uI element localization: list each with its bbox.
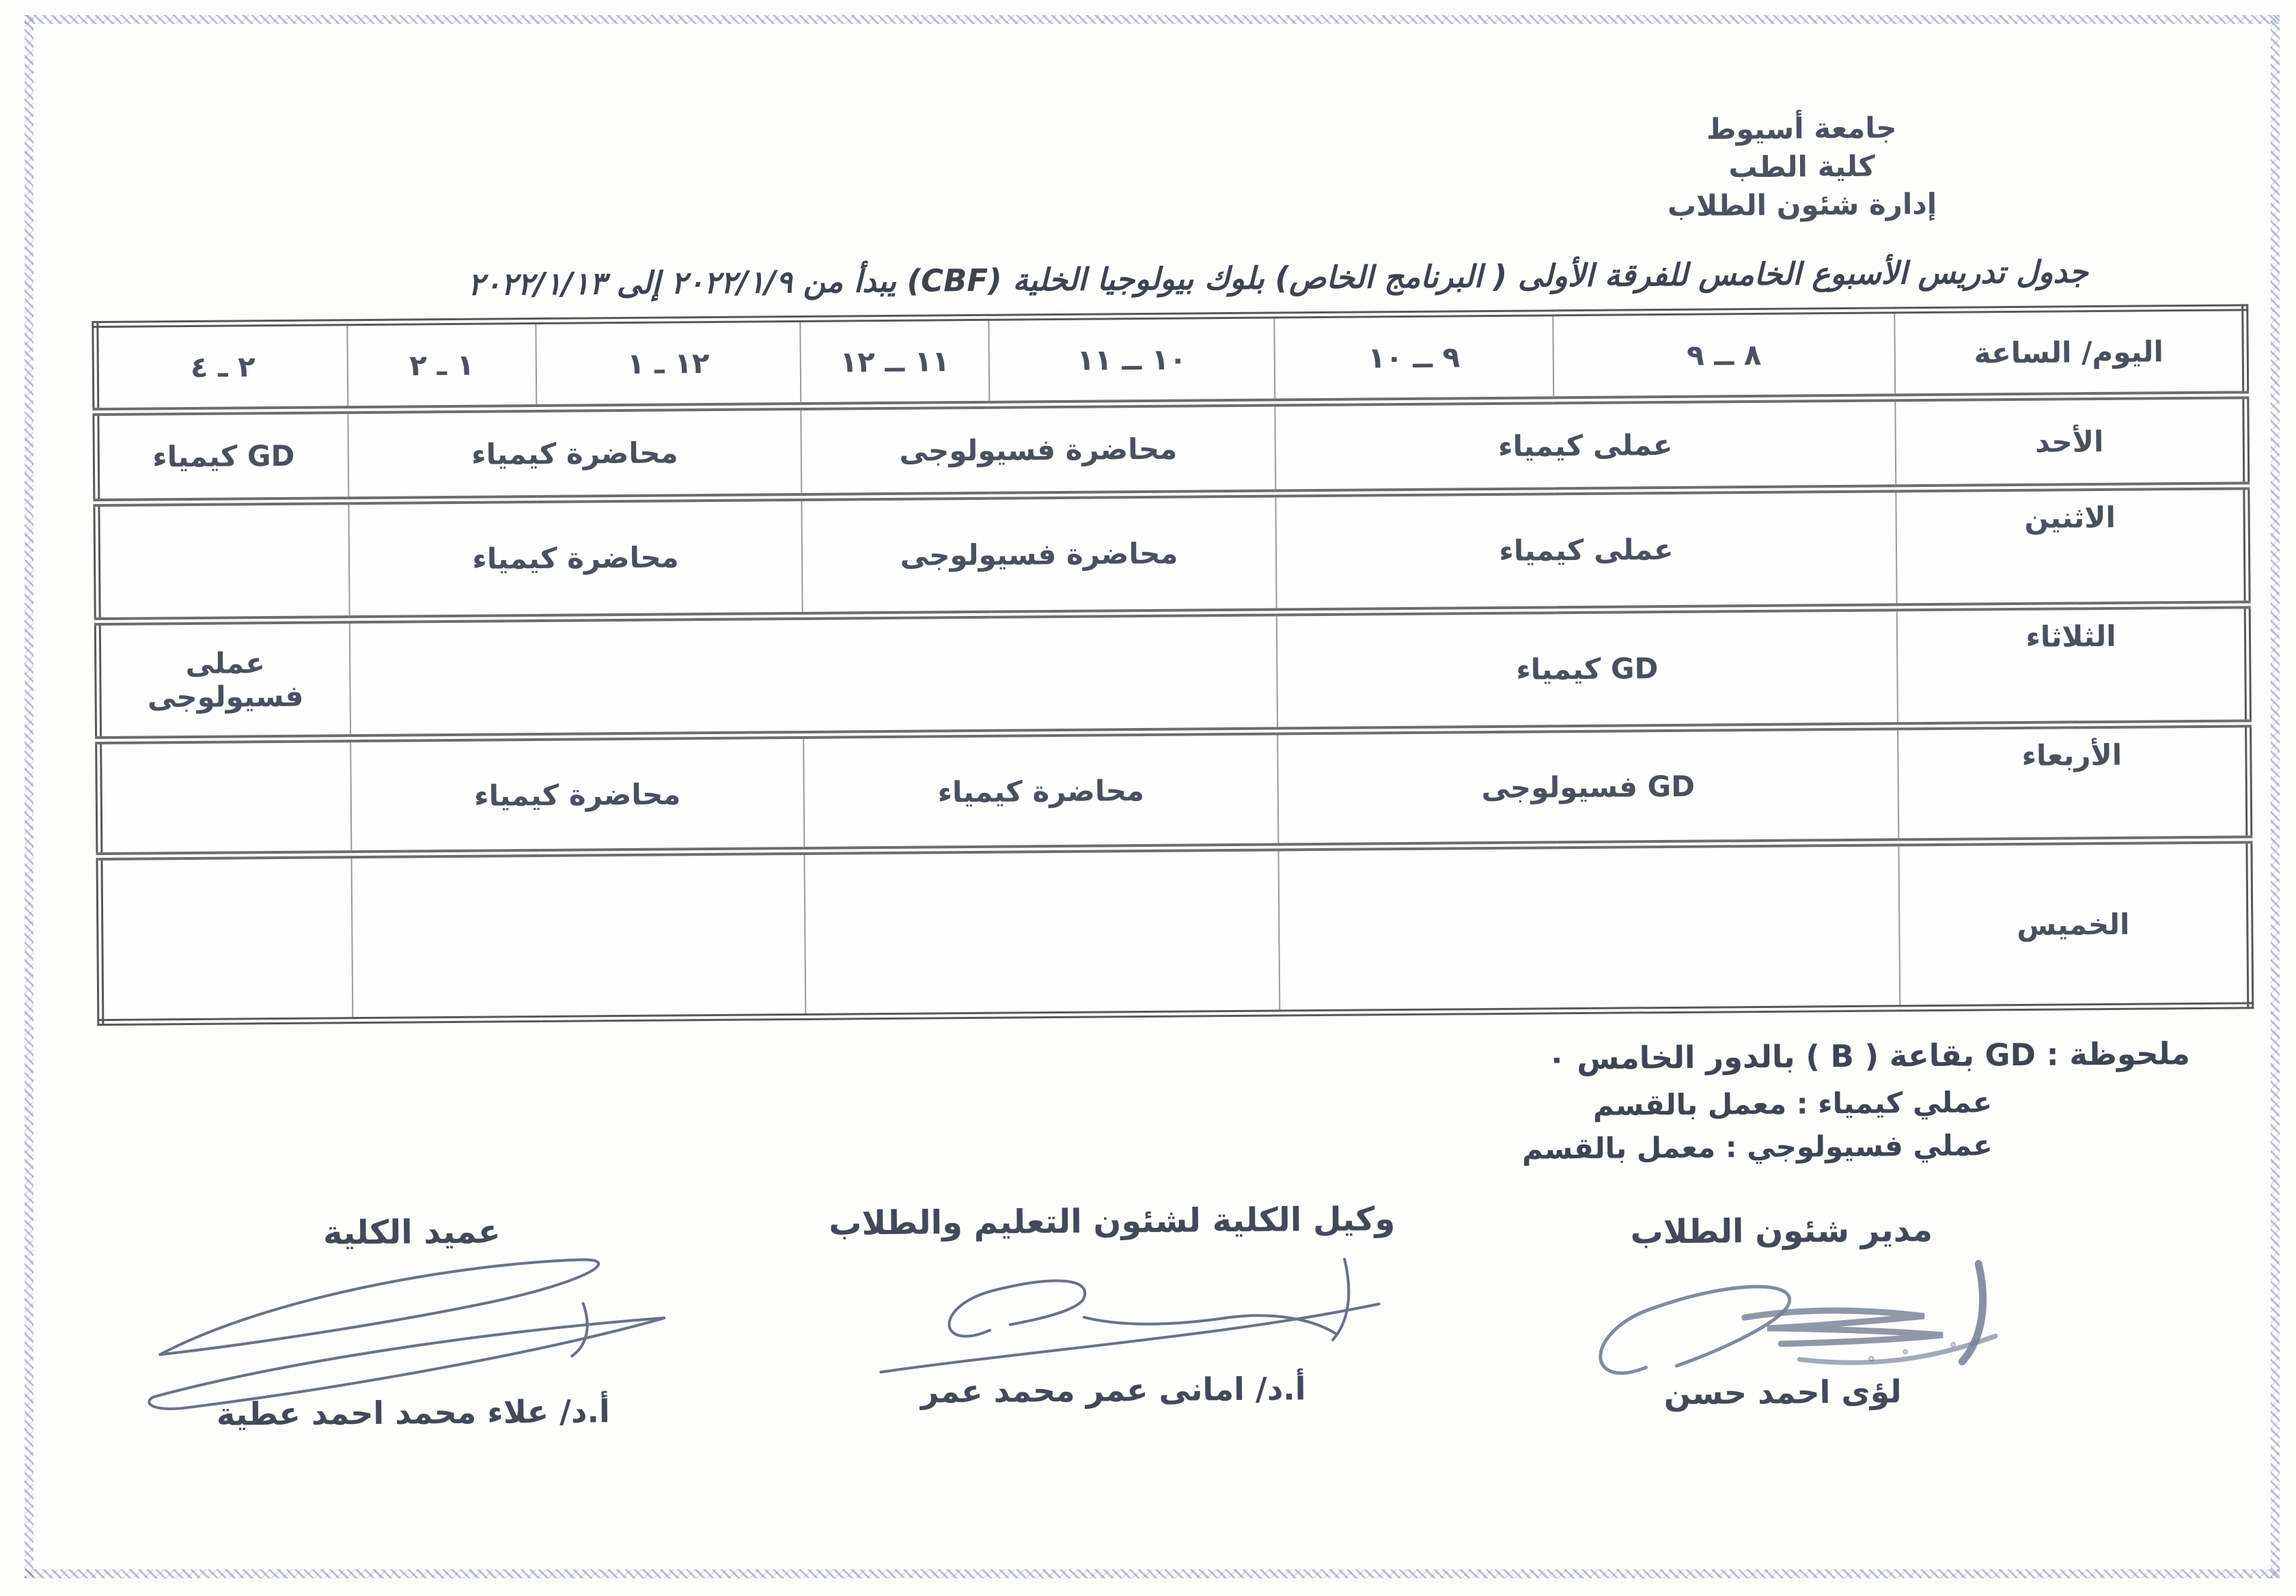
- timetable: [92, 304, 2254, 1026]
- vice-dean-title: وكيل الكلية لشئون التعليم والطلاب: [828, 1200, 1396, 1243]
- cell-tuesday-empty: [350, 612, 1277, 738]
- vice-dean-signature-scribble: [818, 1238, 1407, 1386]
- day-label-tuesday: الثلاثاء: [1897, 604, 2248, 726]
- faculty-name: كلية الطب: [1728, 149, 1875, 184]
- row-sunday: [96, 395, 2246, 503]
- cell-sunday-gd-chem: GD كيمياء: [96, 410, 348, 503]
- notes-block: [1357, 1035, 2191, 1177]
- university-name: جامعة أسيوط: [1706, 111, 1897, 146]
- note-chem-practical: عملي كيمياء : معمل بالقسم: [1592, 1085, 1993, 1122]
- cell-sunday-chem-lecture: محاضرة كيمياء: [348, 406, 801, 501]
- student-affairs-name: لؤى احمد حسن: [1663, 1373, 1902, 1412]
- letterhead: [1637, 109, 1966, 226]
- header-10-11: ١٠ ــ ١١: [988, 316, 1275, 405]
- cell-monday-chem-lecture: محاضرة كيمياء: [348, 497, 802, 619]
- vice-dean-name: أ.د/ امانى عمر محمد عمر: [920, 1370, 1306, 1410]
- row-monday: [96, 486, 2247, 621]
- cell-thursday-empty4: [99, 855, 352, 1022]
- row-tuesday: [98, 604, 2248, 740]
- cell-wednesday-chem-lecture2: محاضرة كيمياء: [350, 735, 804, 855]
- cell-monday-empty: [96, 501, 349, 621]
- day-label-thursday: الخميس: [1898, 840, 2250, 1009]
- cell-monday-chem-practical: عملى كيمياء: [1275, 489, 1896, 613]
- cell-thursday-empty2: [804, 848, 1280, 1017]
- dean-title: عميد الكلية: [322, 1212, 501, 1252]
- schedule-title: جدول تدريس الأسبوع الخامس للفرقة الأولى ( البرنامج الخاص) بلوك بيولوجيا الخلية (CBF) يبدأ من ٢٠٢٢/١/٩ إلى ٢٠٢٢/١/١٣: [467, 253, 2089, 303]
- cell-wednesday-gd-physio: GD فسيولوجى: [1277, 726, 1898, 848]
- dean-name: أ.د/ علاء محمد احمد عطية: [216, 1392, 610, 1433]
- cell-tuesday-physio-practical: عملى فسيولوجى: [98, 619, 350, 740]
- row-wednesday: [98, 723, 2249, 856]
- row-thursday: [99, 840, 2250, 1022]
- header-12-1: ١٢ ـ ١: [536, 319, 801, 408]
- administration-name: إدارة شئون الطلاب: [1667, 186, 1937, 223]
- signature-block-dean: [87, 1211, 738, 1433]
- day-label-sunday: الأحد: [1895, 395, 2246, 488]
- cell-thursday-empty1: [1278, 843, 1900, 1013]
- day-label-wednesday: الأربعاء: [1898, 723, 2249, 842]
- header-2-4: ٢ ـ ٤: [95, 322, 348, 412]
- signature-block-vice-dean: [804, 1200, 1420, 1411]
- cell-sunday-chem-practical: عملى كيمياء: [1275, 397, 1896, 493]
- note-gd-hall: ملحوظة : GD بقاعة ( B ) بالدور الخامس ٠: [1547, 1035, 2191, 1077]
- dean-signature-scribble: [105, 1249, 721, 1414]
- student-affairs-title: مدير شئون الطلاب: [1630, 1211, 1933, 1252]
- header-11-12: ١١ ــ ١٢: [800, 318, 989, 406]
- cell-wednesday-chem-lecture1: محاضرة كيمياء: [803, 731, 1278, 852]
- signature-block-student-affairs: [1522, 1210, 2043, 1413]
- header-9-10: ٩ ــ ١٠: [1274, 313, 1553, 402]
- note-physio-practical: عملي فسيولوجي : معمل بالقسم: [1521, 1128, 1993, 1166]
- cell-monday-physio-lecture: محاضرة فسيولوجى: [801, 494, 1276, 616]
- header-1-2: ١ ـ ٢: [347, 321, 536, 410]
- cell-wednesday-empty: [98, 738, 351, 856]
- header-8-9: ٨ ــ ٩: [1553, 310, 1895, 400]
- cell-tuesday-gd-chem: GD كيمياء: [1277, 607, 1898, 731]
- timetable-header-row: [95, 307, 2245, 412]
- header-day-hour: اليوم/ الساعة: [1894, 307, 2245, 397]
- cell-sunday-physio-lecture: محاضرة فسيولوجى: [801, 403, 1275, 498]
- day-label-monday: الاثنين: [1896, 486, 2247, 607]
- cell-thursday-empty3: [351, 851, 805, 1020]
